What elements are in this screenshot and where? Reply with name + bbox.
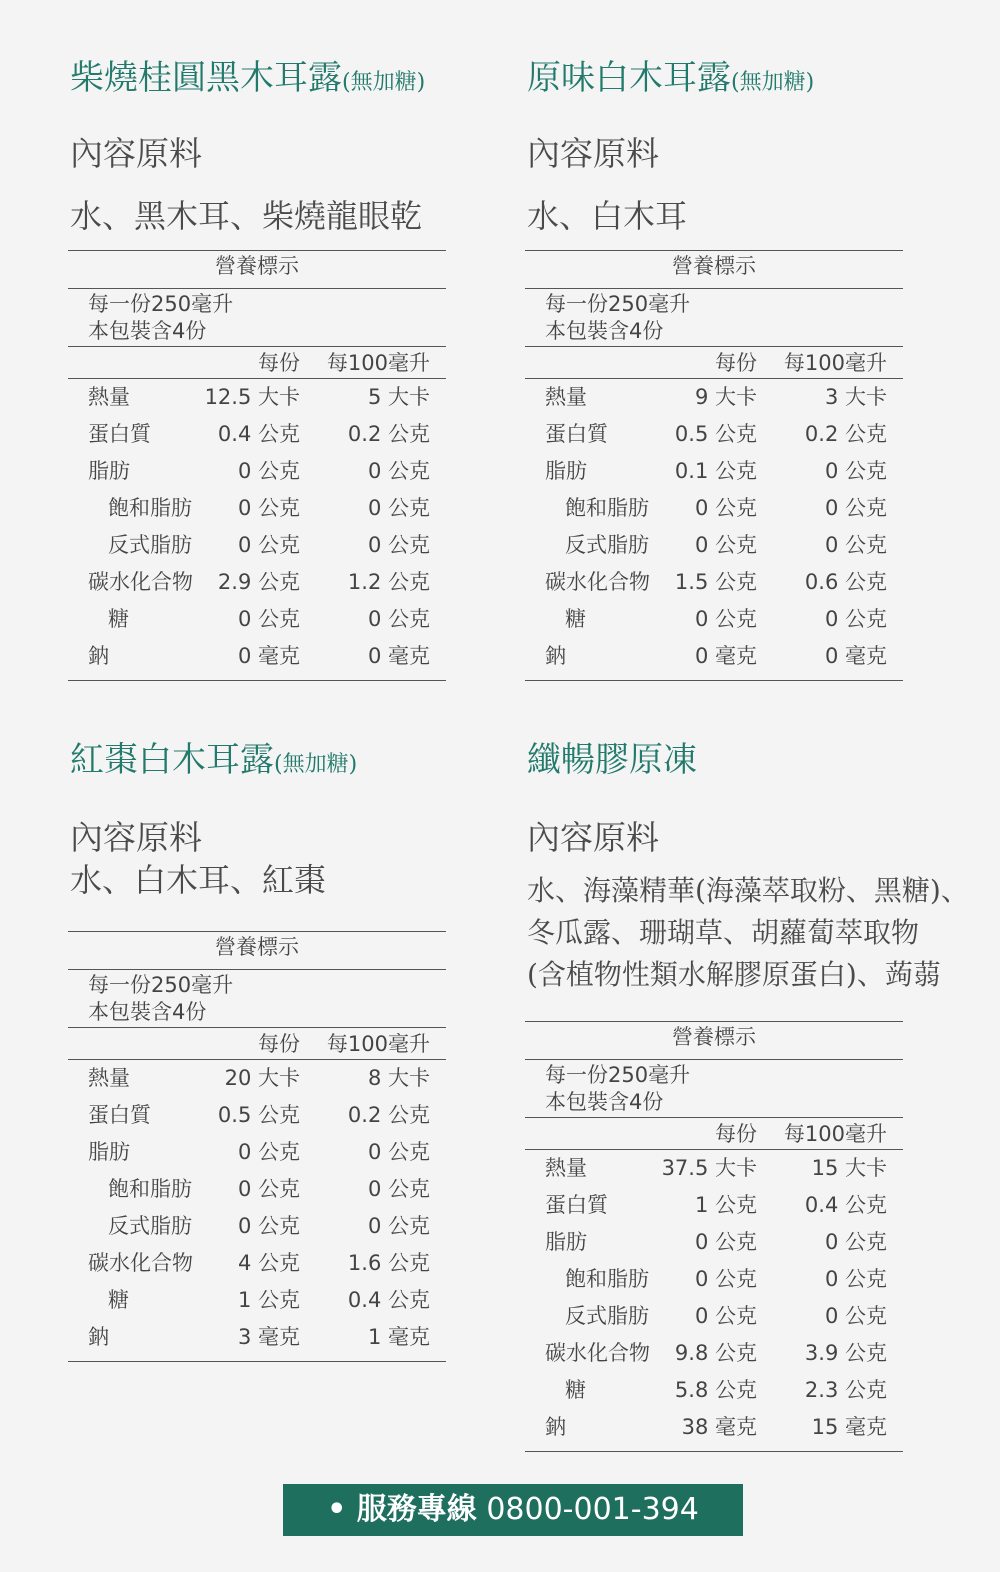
table-top-rule [68,931,446,932]
table-rule [525,1059,903,1060]
value-per-100ml: 0 公克 [367,1140,430,1164]
nutrient-label: 糖 [108,1288,129,1312]
nutrient-row [68,638,446,675]
nutrient-row [525,601,903,638]
nutrient-label: 熱量 [88,385,130,409]
nutrient-label: 反式脂肪 [108,533,192,557]
nutrient-label: 鈉 [88,644,109,668]
value-per-100ml: 3.9 公克 [804,1341,887,1365]
nutrient-row [525,490,903,527]
nutrient-label: 熱量 [545,385,587,409]
nutrient-row [68,1208,446,1245]
product-title: 柴燒桂圓黑木耳露(無加糖) [70,58,426,98]
nutrient-row [68,601,446,638]
servings-per-pack: 本包裝含4份 [88,319,207,343]
servings-per-pack: 本包裝含4份 [545,1090,664,1114]
value-per-100ml: 0 公克 [367,533,430,557]
nutrient-row [68,564,446,601]
ingredients-line: 水、海藻精華(海藻萃取粉、黑糖)、 [527,874,969,907]
nutrient-label: 碳水化合物 [88,570,193,594]
value-per-serving: 0.4 公克 [217,422,300,446]
nutrient-row [68,1171,446,1208]
value-per-100ml: 0 毫克 [367,644,430,668]
nutrient-row [525,1187,903,1224]
ingredients-label: 內容原料 [70,818,202,857]
value-per-100ml: 0 公克 [824,1304,887,1328]
servings-per-pack: 本包裝含4份 [545,319,664,343]
value-per-100ml: 0 公克 [367,459,430,483]
nutrient-label: 脂肪 [88,1140,130,1164]
servings-per-pack: 本包裝含4份 [88,1000,207,1024]
nutrient-row [68,490,446,527]
table-rule [525,1117,903,1118]
table-bottom-rule [68,1361,446,1362]
product-title: 紅棗白木耳露(無加糖) [70,740,358,780]
value-per-100ml: 3 大卡 [824,385,887,409]
value-per-serving: 0 毫克 [694,644,757,668]
value-per-serving: 5.8 公克 [674,1378,757,1402]
column-header-per-serving: 每份 [715,351,757,375]
value-per-serving: 0.5 公克 [674,422,757,446]
value-per-serving: 38 毫克 [681,1415,757,1439]
nutrient-row [525,416,903,453]
nutrient-label: 碳水化合物 [545,570,650,594]
value-per-100ml: 0.2 公克 [347,1103,430,1127]
nutrient-label: 蛋白質 [88,1103,151,1127]
nutrient-label: 鈉 [545,1415,566,1439]
table-bottom-rule [525,680,903,681]
value-per-serving: 0 公克 [694,607,757,631]
ingredients-line: (含植物性類水解膠原蛋白)、蒟蒻 [527,958,941,991]
nutrient-label: 脂肪 [545,459,587,483]
value-per-serving: 0 公克 [694,1304,757,1328]
table-bottom-rule [525,1451,903,1452]
nutrient-row [68,1282,446,1319]
value-per-serving: 0 公克 [237,1177,300,1201]
value-per-serving: 0 公克 [237,496,300,520]
nutrient-row [525,1224,903,1261]
serving-size: 每一份250毫升 [88,292,234,316]
nutrient-label: 蛋白質 [88,422,151,446]
nutrient-row [525,1150,903,1187]
value-per-100ml: 0.4 公克 [347,1288,430,1312]
serving-size: 每一份250毫升 [545,292,691,316]
value-per-100ml: 0 公克 [824,459,887,483]
nutrient-row [525,1261,903,1298]
product-subtitle: (無加糖) [731,70,815,95]
nutrient-row [525,453,903,490]
nutrient-label: 熱量 [545,1156,587,1180]
ingredients-text [527,870,969,996]
nutrient-label: 飽和脂肪 [108,496,192,520]
nutrient-row [68,527,446,564]
value-per-serving: 0 公克 [237,1214,300,1238]
nutrient-label: 糖 [565,607,586,631]
table-bottom-rule [68,680,446,681]
product-title: 纖暢膠原凍 [527,740,697,780]
nutrient-label: 反式脂肪 [565,1304,649,1328]
value-per-serving: 0 公克 [694,533,757,557]
nutrient-label: 熱量 [88,1066,130,1090]
nutrient-row [68,453,446,490]
nutrient-label: 鈉 [545,644,566,668]
product-title: 原味白木耳露(無加糖) [527,58,815,98]
nutrient-label: 脂肪 [88,459,130,483]
nutrient-label: 飽和脂肪 [565,1267,649,1291]
value-per-100ml: 0 公克 [824,1267,887,1291]
nutrient-row [525,379,903,416]
nutrient-row [525,527,903,564]
ingredients-label: 內容原料 [527,134,659,173]
value-per-100ml: 0 公克 [367,607,430,631]
ingredients-text: 水、白木耳、紅棗 [70,861,327,899]
value-per-serving: 0 公克 [694,1267,757,1291]
ingredients-text: 水、白木耳 [527,197,688,235]
value-per-100ml: 0.2 公克 [347,422,430,446]
nutrient-label: 碳水化合物 [88,1251,193,1275]
value-per-serving: 0 公克 [237,1140,300,1164]
product-subtitle: (無加糖) [342,70,426,95]
table-top-rule [68,250,446,251]
ingredients-label: 內容原料 [527,818,659,857]
product-subtitle: (無加糖) [274,752,358,777]
value-per-100ml: 0 公克 [824,496,887,520]
nutrient-label: 脂肪 [545,1230,587,1254]
nutrition-heading: 營養標示 [215,254,299,278]
nutrient-row [525,1372,903,1409]
value-per-serving: 1 公克 [694,1193,757,1217]
value-per-100ml: 5 大卡 [367,385,430,409]
nutrient-label: 蛋白質 [545,1193,608,1217]
value-per-100ml: 0.6 公克 [804,570,887,594]
hotline-label: • 服務專線 [327,1492,477,1527]
value-per-100ml: 0.4 公克 [804,1193,887,1217]
value-per-serving: 0.5 公克 [217,1103,300,1127]
value-per-serving: 0 公克 [237,459,300,483]
table-rule [525,288,903,289]
value-per-serving: 0 公克 [237,533,300,557]
serving-size: 每一份250毫升 [88,973,234,997]
nutrient-label: 碳水化合物 [545,1341,650,1365]
value-per-serving: 0 公克 [694,496,757,520]
nutrient-label: 飽和脂肪 [108,1177,192,1201]
column-header-per-serving: 每份 [258,1032,300,1056]
nutrient-row [525,564,903,601]
value-per-serving: 2.9 公克 [217,570,300,594]
nutrient-label: 鈉 [88,1325,109,1349]
nutrition-heading: 營養標示 [672,254,756,278]
table-rule [68,288,446,289]
nutrient-row [68,1060,446,1097]
hotline-number: 0800-001-394 [476,1492,699,1527]
ingredients-text: 水、黑木耳、柴燒龍眼乾 [70,197,423,235]
value-per-100ml: 1.6 公克 [347,1251,430,1275]
nutrient-label: 飽和脂肪 [565,496,649,520]
nutrient-label: 蛋白質 [545,422,608,446]
table-top-rule [525,1021,903,1022]
nutrition-heading: 營養標示 [672,1025,756,1049]
column-header-per-100ml: 每100毫升 [783,1122,887,1146]
column-header-per-100ml: 每100毫升 [326,1032,430,1056]
nutrient-label: 反式脂肪 [565,533,649,557]
nutrient-label: 糖 [108,607,129,631]
value-per-100ml: 8 大卡 [367,1066,430,1090]
nutrient-row [68,1319,446,1356]
value-per-100ml: 0 公克 [824,1230,887,1254]
table-rule [68,346,446,347]
table-rule [68,1027,446,1028]
value-per-100ml: 0 毫克 [824,644,887,668]
value-per-serving: 4 公克 [237,1251,300,1275]
nutrition-heading: 營養標示 [215,935,299,959]
value-per-serving: 1 公克 [237,1288,300,1312]
value-per-100ml: 0 公克 [824,607,887,631]
value-per-serving: 20 大卡 [224,1066,300,1090]
value-per-serving: 9 大卡 [694,385,757,409]
nutrient-row [525,1298,903,1335]
nutrient-row [68,1134,446,1171]
nutrient-row [525,1335,903,1372]
ingredients-label: 內容原料 [70,134,202,173]
value-per-serving: 0 公克 [694,1230,757,1254]
column-header-per-100ml: 每100毫升 [783,351,887,375]
nutrient-row [525,1409,903,1446]
value-per-serving: 3 毫克 [237,1325,300,1349]
value-per-serving: 0 毫克 [237,644,300,668]
table-rule [525,346,903,347]
value-per-serving: 1.5 公克 [674,570,757,594]
column-header-per-serving: 每份 [715,1122,757,1146]
nutrient-row [525,638,903,675]
value-per-serving: 12.5 大卡 [204,385,300,409]
value-per-100ml: 0.2 公克 [804,422,887,446]
service-hotline-banner [283,1484,743,1536]
value-per-100ml: 0 公克 [824,533,887,557]
nutrient-row [68,1097,446,1134]
nutrient-label: 糖 [565,1378,586,1402]
value-per-100ml: 1.2 公克 [347,570,430,594]
nutrient-label: 反式脂肪 [108,1214,192,1238]
value-per-100ml: 1 毫克 [367,1325,430,1349]
value-per-serving: 9.8 公克 [674,1341,757,1365]
value-per-100ml: 2.3 公克 [804,1378,887,1402]
column-header-per-100ml: 每100毫升 [326,351,430,375]
nutrient-row [68,379,446,416]
value-per-100ml: 15 毫克 [811,1415,887,1439]
table-top-rule [525,250,903,251]
value-per-100ml: 0 公克 [367,496,430,520]
value-per-100ml: 0 公克 [367,1177,430,1201]
value-per-serving: 0.1 公克 [674,459,757,483]
serving-size: 每一份250毫升 [545,1063,691,1087]
nutrient-row [68,416,446,453]
value-per-100ml: 0 公克 [367,1214,430,1238]
table-rule [68,969,446,970]
column-header-per-serving: 每份 [258,351,300,375]
value-per-100ml: 15 大卡 [811,1156,887,1180]
value-per-serving: 0 公克 [237,607,300,631]
ingredients-line: 冬瓜露、珊瑚草、胡蘿蔔萃取物 [527,916,920,949]
nutrient-row [68,1245,446,1282]
value-per-serving: 37.5 大卡 [661,1156,757,1180]
